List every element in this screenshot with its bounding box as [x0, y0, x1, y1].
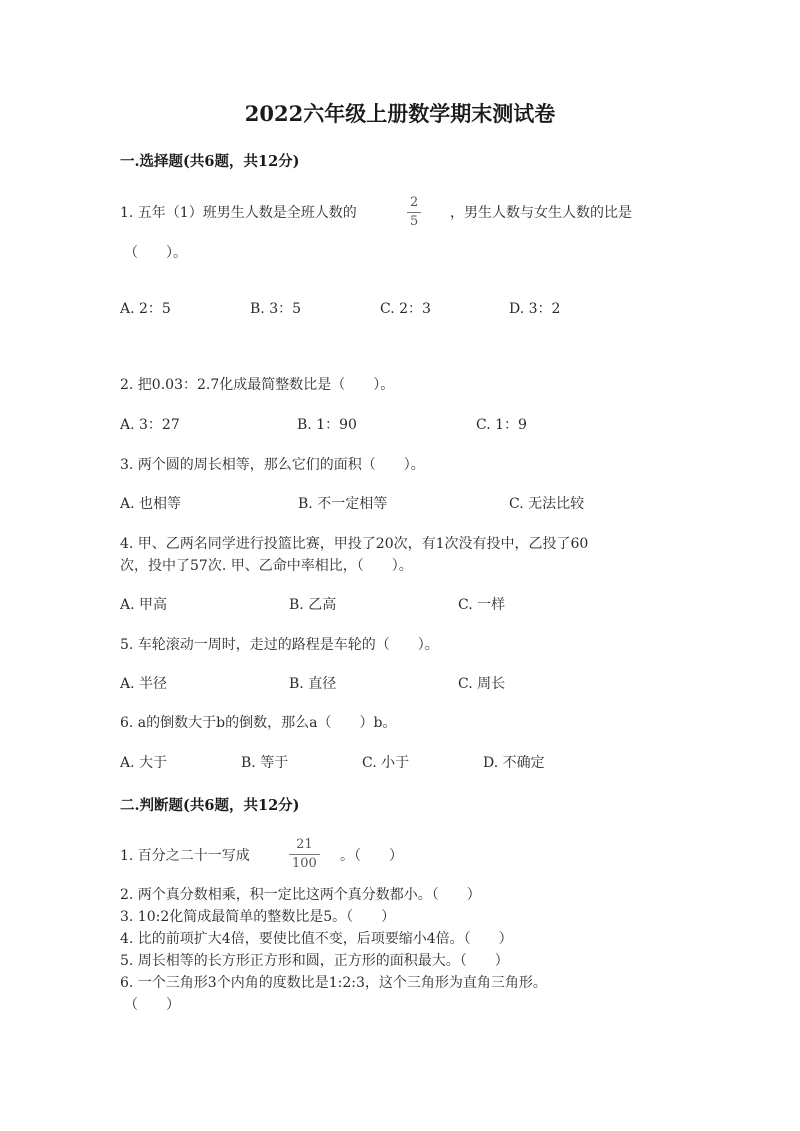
option-c: C. 一样 — [458, 597, 506, 613]
question-4-line-2: 次，投中了57次. 甲、乙命中率相比，（ ）。 — [120, 558, 413, 574]
option-d: D. 不确定 — [483, 755, 545, 771]
question-5-text: 5. 车轮滚动一周时，走过的路程是车轮的（ ）。 — [120, 637, 439, 653]
fraction-denominator: 5 — [410, 214, 419, 229]
option-a: A. 3：27 — [120, 417, 180, 433]
option-a: A. 甲高 — [120, 597, 168, 613]
section-heading-judgement: 二.判断题(共6题，共12分) — [120, 797, 300, 814]
option-c: C. 1：9 — [476, 417, 527, 433]
option-c: C. 无法比较 — [509, 496, 585, 512]
judge-question-2: 2. 两个真分数相乘，积一定比这两个真分数都小。（ ） — [120, 887, 481, 903]
judge-question-5: 5. 周长相等的长方形正方形和圆，正方形的面积最大。（ ） — [120, 953, 509, 969]
fraction-2-5 — [407, 195, 421, 230]
fraction-numerator: 2 — [410, 195, 419, 210]
judge-question-1-blank: 。（ ） — [340, 848, 403, 864]
option-b: B. 直径 — [289, 676, 337, 692]
option-c: C. 小于 — [362, 755, 410, 771]
option-a: A. 也相等 — [120, 496, 182, 512]
fraction-bar — [407, 212, 421, 213]
question-2-text: 2. 把0.03：2.7化成最简整数比是（ ）。 — [120, 377, 395, 393]
question-6-text: 6. a的倒数大于b的倒数，那么a（ ）b。 — [120, 715, 397, 731]
question-4-line-1: 4. 甲、乙两名同学进行投篮比赛，甲投了20次，有1次没有投中，乙投了60 — [120, 536, 589, 552]
option-a: A. 2：5 — [120, 301, 171, 317]
page-title: 2022六年级上册数学期末测试卷 — [244, 101, 556, 126]
option-b: B. 乙高 — [289, 597, 337, 613]
fraction-denominator: 100 — [292, 856, 317, 871]
option-c: C. 周长 — [458, 676, 506, 692]
fraction-bar — [289, 854, 320, 855]
question-1-blank: （ ）。 — [124, 245, 187, 261]
judge-question-4: 4. 比的前项扩大4倍，要使比值不变，后项要缩小4倍。（ ） — [120, 931, 513, 947]
option-b: B. 1：90 — [297, 417, 357, 433]
question-1-text: 1. 五年（1）班男生人数是全班人数的 — [120, 205, 357, 221]
option-b: B. 不一定相等 — [298, 496, 388, 512]
fraction-numerator: 21 — [296, 837, 313, 852]
option-b: B. 等于 — [241, 755, 289, 771]
option-d: D. 3：2 — [509, 301, 561, 317]
option-c: C. 2：3 — [380, 301, 431, 317]
judge-question-1-text: 1. 百分之二十一写成 — [120, 848, 250, 864]
judge-question-6-line-1: 6. 一个三角形3个内角的度数比是1:2:3，这个三角形为直角三角形。 — [120, 975, 547, 991]
option-b: B. 3：5 — [250, 301, 302, 317]
option-a: A. 半径 — [120, 676, 168, 692]
fraction-21-100 — [289, 837, 320, 872]
section-heading-choice: 一.选择题(共6题，共12分) — [120, 153, 300, 170]
judge-question-6-blank: （ ） — [124, 997, 180, 1013]
question-1-text-cont: ，男生人数与女生人数的比是 — [450, 205, 632, 221]
judge-question-3: 3. 10:2化简成最简单的整数比是5。（ ） — [120, 909, 396, 925]
option-a: A. 大于 — [120, 755, 168, 771]
question-3-text: 3. 两个圆的周长相等，那么它们的面积（ ）。 — [120, 457, 425, 473]
